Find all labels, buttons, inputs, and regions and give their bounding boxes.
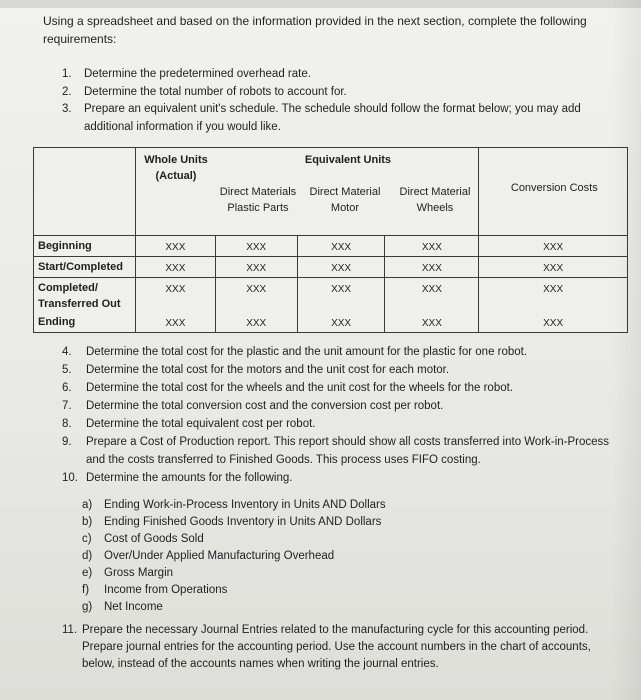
item-text: Determine the predetermined overhead rate.	[84, 68, 311, 80]
item-text: Determine the amounts for the following.	[86, 472, 293, 484]
list-item	[82, 497, 482, 514]
photo-shadow	[611, 0, 641, 700]
whole-units-header: Whole Units (Actual)	[144, 154, 208, 182]
item-number: 10.	[62, 472, 78, 484]
list-item	[62, 379, 622, 397]
equivalent-units-header: Equivalent Units	[304, 154, 392, 166]
item-number: 1.	[62, 68, 72, 80]
row-label: Start/Completed	[34, 257, 136, 278]
item-text: Cost of Goods Sold	[104, 533, 204, 545]
cell-value: XXX	[479, 312, 628, 333]
list-item	[82, 599, 482, 616]
list-item	[62, 84, 592, 102]
item-number: 8.	[62, 418, 72, 430]
cell-value: XXX	[135, 257, 215, 278]
list-item	[82, 514, 482, 531]
cell-value: XXX	[215, 278, 297, 313]
cell-value: XXX	[297, 278, 385, 313]
final-requirement	[62, 622, 602, 673]
row-label: Beginning	[34, 236, 136, 257]
equivalent-units-table	[33, 147, 628, 333]
list-item	[82, 565, 482, 582]
cell-value: XXX	[385, 312, 479, 333]
cell-value: XXX	[297, 312, 385, 333]
item-text: Prepare an equivalent unit's schedule. The schedule should follow the format below; you may add additional information if you would like.	[84, 103, 581, 133]
list-item	[62, 101, 592, 136]
item-text: Determine the total cost for the plastic and the unit amount for the plastic for one robot.	[86, 346, 528, 358]
item-text: Prepare the necessary Journal Entries related to the manufacturing cycle for this accounting period. Prepare journal entries for the accounting period. Use the account numbers in the chart of accounts, below, instead of the accounts names when writing the journal entries.	[82, 624, 591, 670]
requirements-list-top	[62, 66, 592, 136]
cell-value: XXX	[297, 257, 385, 278]
item-number: 5.	[62, 364, 72, 376]
list-item	[62, 361, 622, 379]
item-letter: a)	[82, 499, 93, 511]
cell-value: XXX	[479, 236, 628, 257]
cell-value: XXX	[215, 257, 297, 278]
item-number: 9.	[62, 436, 72, 448]
cell-value: XXX	[297, 236, 385, 257]
item-text: Determine the total cost for the motors and the unit cost for each motor.	[86, 364, 450, 376]
cell-value: XXX	[215, 312, 297, 333]
list-item	[82, 548, 482, 565]
item-text: Gross Margin	[104, 567, 174, 579]
row-label: Ending	[34, 312, 136, 333]
units-header-cell	[135, 148, 478, 236]
blank-header-cell	[34, 148, 136, 236]
item-letter: e)	[82, 567, 93, 579]
top-edge	[0, 0, 641, 8]
table-row	[34, 236, 628, 257]
cell-value: XXX	[215, 236, 297, 257]
cell-value: XXX	[479, 278, 628, 313]
list-item	[62, 415, 622, 433]
item-number: 6.	[62, 382, 72, 394]
cell-value: XXX	[135, 312, 215, 333]
item-letter: d)	[82, 550, 93, 562]
item-letter: g)	[82, 601, 93, 613]
cell-value: XXX	[385, 278, 479, 313]
intro-paragraph: Using a spreadsheet and based on the information provided in the next section, complete the following requirements:	[43, 14, 587, 46]
cell-value: XXX	[385, 257, 479, 278]
table-header-row	[34, 148, 628, 236]
item-text: Prepare a Cost of Production report. This report should show all costs transferred into Work-in-Process and the costs transferred to Finished Goods. This process uses FIFO costing.	[86, 436, 610, 466]
item-text: Income from Operations	[104, 584, 228, 596]
item-letter: f)	[82, 584, 90, 596]
item-letter: c)	[82, 533, 92, 545]
item-text: Ending Finished Goods Inventory in Units AND Dollars	[104, 516, 382, 528]
cell-value: XXX	[135, 278, 215, 313]
list-item	[82, 531, 482, 548]
list-item	[62, 343, 622, 361]
cell-value: XXX	[479, 257, 628, 278]
item-text: Over/Under Applied Manufacturing Overhead	[104, 550, 335, 562]
item-number: 2.	[62, 85, 72, 98]
item-number: 7.	[62, 400, 72, 412]
item-text: Determine the total number of robots to account for.	[84, 85, 347, 98]
row-label: Completed/ Transferred Out	[34, 278, 136, 313]
dm-plastic-header: Direct Materials Plastic Parts	[219, 186, 297, 214]
item-text: Determine the total equivalent cost per robot.	[86, 418, 316, 430]
item-text: Determine the total cost for the wheels and the unit cost for the wheels for the robot.	[86, 382, 514, 394]
item-text: Determine the total conversion cost and the conversion cost per robot.	[86, 400, 444, 412]
list-item	[62, 433, 622, 469]
cell-value: XXX	[385, 236, 479, 257]
list-item	[62, 469, 622, 487]
item-number: 4.	[62, 346, 72, 358]
conversion-header: Conversion Costs	[510, 182, 598, 194]
table-row	[34, 312, 628, 333]
table-row	[34, 278, 628, 313]
list-item	[82, 582, 482, 599]
requirements-list-mid	[62, 343, 622, 487]
conversion-header-cell	[479, 148, 628, 236]
item-number: 3.	[62, 103, 72, 115]
list-item	[62, 66, 592, 84]
item-number: 11.	[62, 624, 78, 636]
dm-motor-header: Direct Material Motor	[309, 186, 381, 214]
item-text: Ending Work-in-Process Inventory in Units AND Dollars	[104, 499, 386, 511]
dm-wheels-header: Direct Material Wheels	[399, 186, 471, 214]
item-letter: b)	[82, 516, 93, 528]
sub-items-list	[82, 497, 482, 616]
table-row	[34, 257, 628, 278]
item-text: Net Income	[104, 601, 163, 613]
cell-value: XXX	[135, 236, 215, 257]
list-item	[62, 397, 622, 415]
